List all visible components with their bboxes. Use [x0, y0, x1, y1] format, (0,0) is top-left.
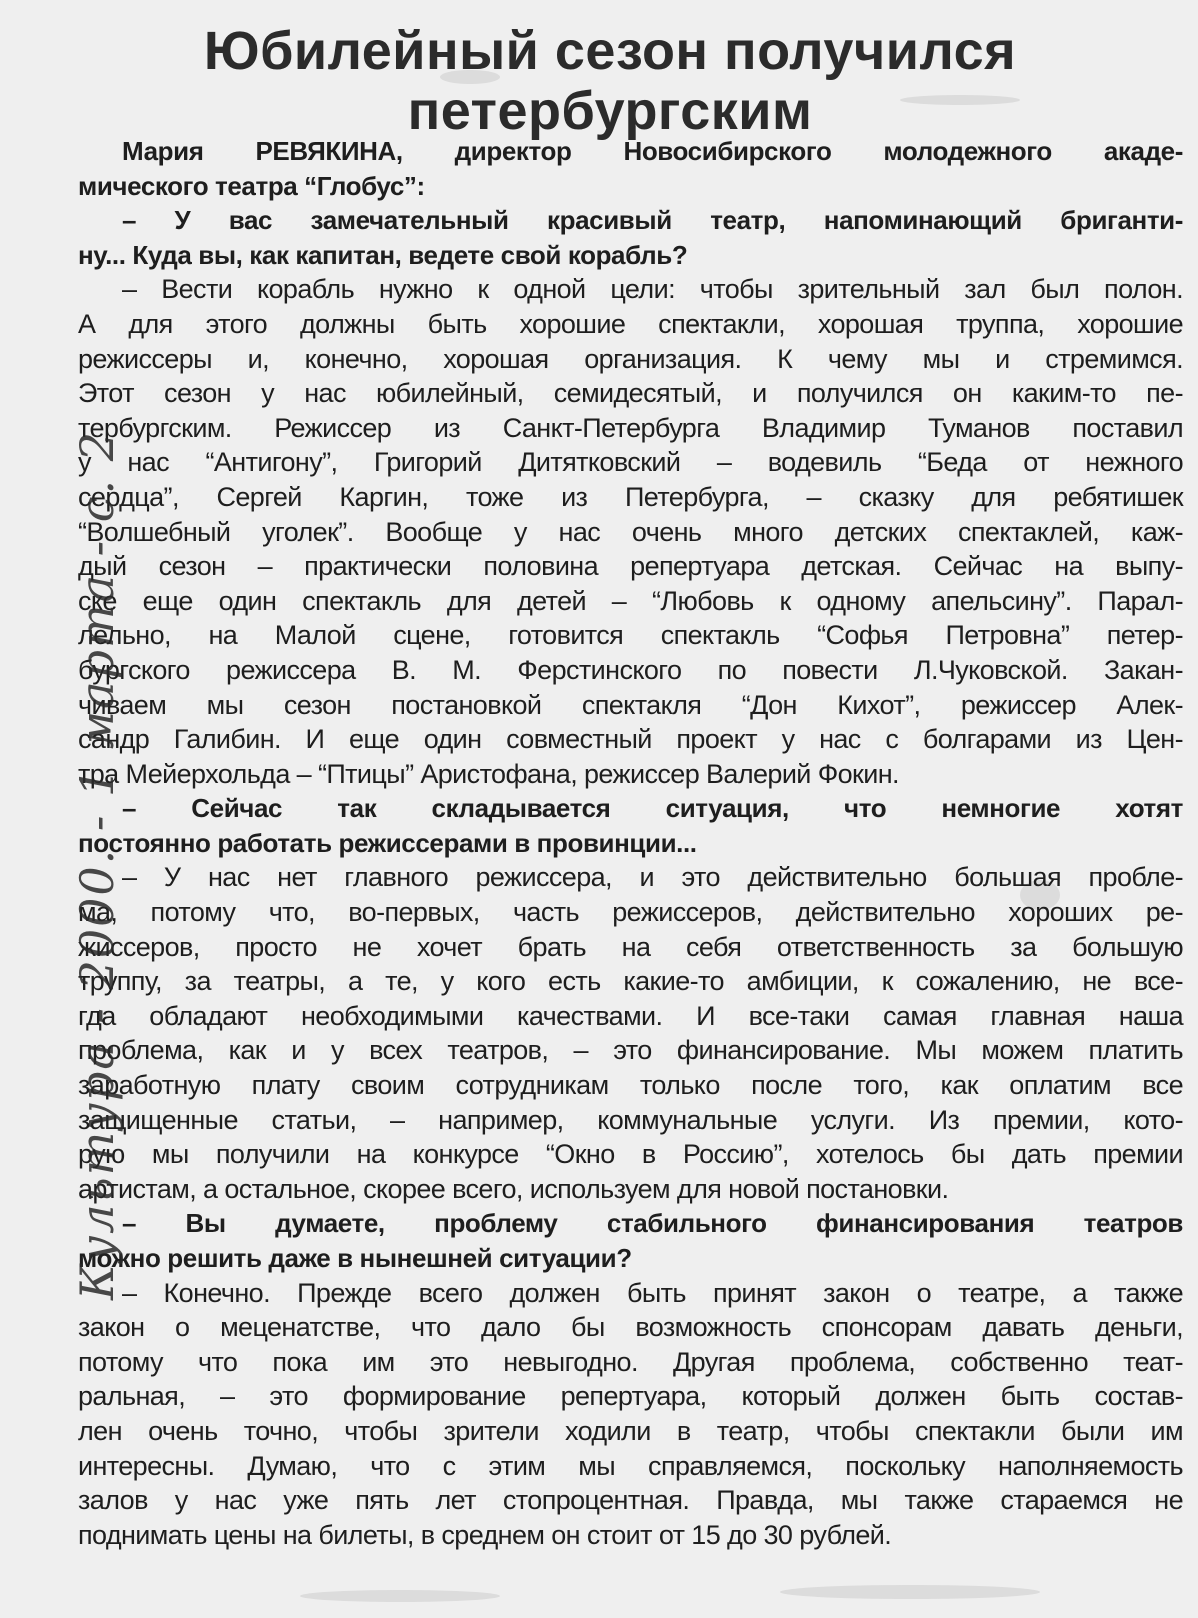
answer-line: гда обладают необходимыми качествами. И все-таки самая главная наша	[78, 1000, 1183, 1031]
question-line: – У вас замечательный красивый театр, напоминающий бриганти-	[122, 205, 1183, 236]
answer-line: Этот сезон у нас юбилейный, семидесятый, и получился он каким-то пе-	[78, 378, 1183, 409]
answer-line: заработную плату своим сотрудникам только после того, как оплатим все	[78, 1070, 1183, 1101]
answer-line: – Конечно. Прежде всего должен быть принят закон о театре, а также	[122, 1277, 1183, 1308]
answer-line: бургского режиссера В. М. Ферстинского по повести Л.Чуковской. Закан-	[78, 654, 1183, 685]
answer-line: тербургским. Режиссер из Санкт-Петербурга Владимир Туманов поставил	[78, 412, 1183, 443]
answer-line: “Волшебный уголек”. Вообще у нас очень много детских спектаклей, каж-	[78, 516, 1183, 547]
answer-line: А для этого должны быть хорошие спектакли, хорошая труппа, хорошие	[78, 308, 1183, 339]
answer-line: залов у нас уже пять лет стопроцентная. Правда, мы также стараемся не	[78, 1485, 1183, 1516]
article-body	[78, 134, 1183, 1552]
headline-line-1: Юбилейный сезон получился	[203, 21, 1017, 81]
answer-line: жиссеров, просто не хочет брать на себя ответственность за большую	[78, 931, 1183, 962]
question-line: можно решить даже в нынешней ситуации?	[78, 1243, 632, 1273]
answer-line: сердца”, Сергей Каргин, тоже из Петербурга, – сказку для ребятишек	[78, 481, 1183, 512]
answer-line: ске еще один спектакль для детей – “Любовь к одному апельсину”. Парал-	[78, 585, 1183, 616]
answer-line: потому что пока им это невыгодно. Другая проблема, собственно теат-	[78, 1346, 1183, 1377]
answer-line: лельно, на Малой сцене, готовится спектакль “Софья Петровна” петер-	[78, 620, 1183, 651]
answer-line: – Вести корабль нужно к одной цели: чтобы зрительный зал был полон.	[122, 274, 1183, 305]
answer-line: у нас “Антигону”, Григорий Дитятковский – водевиль “Беда от нежного	[78, 447, 1183, 478]
answer-line: чиваем мы сезон постановкой спектакля “Дон Кихот”, режиссер Алек-	[78, 689, 1183, 720]
answer-line: защищенные статьи, – например, коммунальные услуги. Из премии, кото-	[78, 1104, 1183, 1135]
question-line: – Сейчас так складывается ситуация, что немногие хотят	[122, 793, 1183, 824]
answer-line: ма, потому что, во-первых, часть режиссеров, действительно хороших ре-	[78, 897, 1183, 928]
answer-line: ральная, – это формирование репертуара, который должен быть состав-	[78, 1381, 1183, 1412]
question-line: ну... Куда вы, как капитан, ведете свой корабль?	[78, 239, 688, 270]
headline-line-2: петербургским	[407, 81, 813, 141]
question-line: – Вы думаете, проблему стабильного финансирования театров	[122, 1208, 1183, 1239]
intro-line: мического театра “Глобус”:	[78, 170, 425, 201]
answer-line: лен очень точно, чтобы зрители ходили в театр, чтобы спектакли были им	[78, 1415, 1183, 1446]
answer-line: проблема, как и у всех театров, – это финансирование. Мы можем платить	[78, 1035, 1183, 1066]
answer-line: артистам, а остальное, скорее всего, используем для новой постановки.	[78, 1173, 949, 1204]
answer-line: закон о меценатстве, что дало бы возможность спонсорам давать деньги,	[78, 1312, 1183, 1343]
answer-line: режиссеры и, конечно, хорошая организация. К чему мы и стремимся.	[78, 343, 1183, 374]
answer-line: сандр Галибин. И еще один совместный проект у нас с болгарами из Цен-	[78, 724, 1183, 755]
answer-line: тра Мейерхольда – “Птицы” Аристофана, режиссер Валерий Фокин.	[78, 758, 899, 789]
handwritten-note: Культура - 2000. - 1 марта - с. 2	[70, 429, 124, 1300]
answer-line: рую мы получили на конкурсе “Окно в Россию”, хотелось бы дать премии	[78, 1139, 1183, 1170]
answer-line: дый сезон – практически половина репертуара детская. Сейчас на выпу-	[78, 551, 1183, 582]
answer-line: труппу, за театры, а те, у кого есть какие-то амбиции, к сожалению, не все-	[78, 966, 1183, 997]
answer-line: интересны. Думаю, что с этим мы справляемся, поскольку наполняемость	[78, 1450, 1183, 1481]
question-line: постоянно работать режиссерами в провинции...	[78, 827, 697, 858]
answer-line: – У нас нет главного режиссера, и это действительно большая пробле-	[122, 862, 1183, 893]
answer-line: поднимать цены на билеты, в среднем он стоит от 15 до 30 рублей.	[78, 1519, 892, 1550]
intro-line: Мария РЕВЯКИНА, директор Новосибирского молодежного акаде-	[122, 136, 1183, 166]
